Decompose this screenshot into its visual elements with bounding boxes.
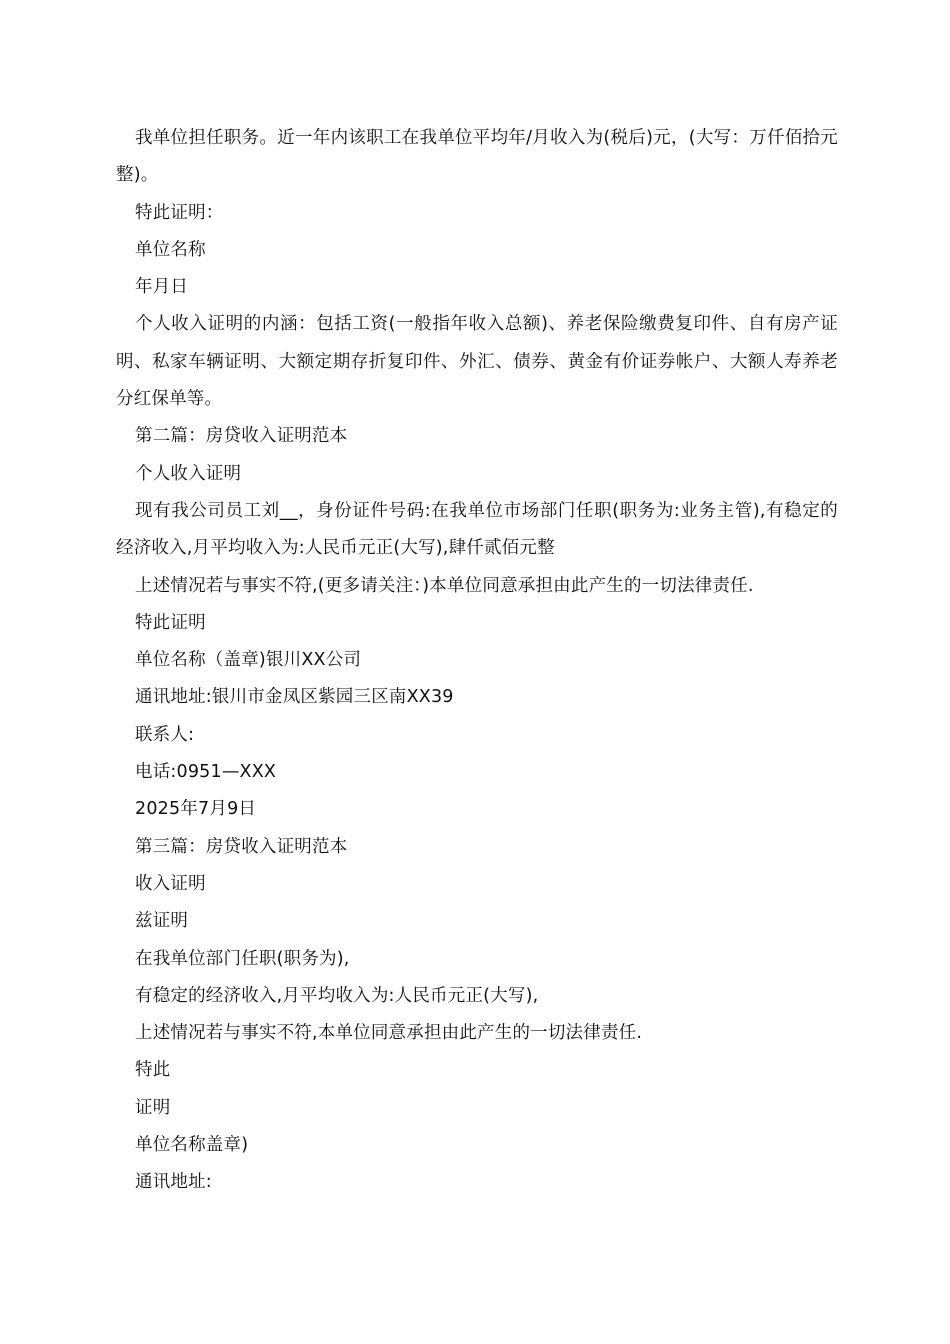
paragraph-liability-statement-2: 上述情况若与事实不符,本单位同意承担由此产生的一切法律责任. — [135, 1023, 643, 1044]
paragraph-contact-person: 联系人: — [135, 724, 195, 745]
paragraph-certify-2: 特此证明 — [135, 612, 206, 633]
paragraph-liability-statement: 上述情况若与事实不符,(更多请关注：)本单位同意承担由此产生的一切法律责任. — [135, 575, 754, 596]
paragraph-mailing-address: 通讯地址:银川市金凤区紫园三区南XX39 — [135, 687, 454, 708]
paragraph-certify: 特此证明： — [135, 202, 224, 223]
paragraph-stable-income: 有稳定的经济收入,月平均收入为:人民币元正(大写), — [135, 985, 539, 1006]
paragraph-date-placeholder: 年月日 — [135, 277, 189, 298]
section-title-personal-income-proof: 个人收入证明 — [135, 463, 242, 484]
paragraph-company-name: 单位名称 — [135, 239, 206, 260]
paragraph-mailing-address-2: 通讯地址: — [135, 1172, 212, 1193]
paragraph-position: 在我单位部门任职(职务为), — [135, 948, 350, 969]
paragraph-hereby-certify: 兹证明 — [135, 911, 189, 932]
section-heading-part-two: 第二篇：房贷收入证明范本 — [135, 426, 348, 447]
paragraph-employee-details: 现有我公司员工刘__，身份证件号码:在我单位市场部门任职(职务为:业务主管),有稳定的经济收入,月平均收入为:人民币元正(大写),肆仟贰佰元整 — [116, 500, 838, 559]
paragraph-certificate: 证明 — [135, 1097, 171, 1118]
paragraph-income-statement: 我单位担任职务。近一年内该职工在我单位平均年/月收入为(税后)元，(大写：万仟佰拾元整)。 — [116, 128, 838, 186]
section-title-income-proof: 收入证明 — [135, 873, 206, 894]
paragraph-date: 2025年7月9日 — [135, 799, 257, 820]
section-heading-part-three: 第三篇：房贷收入证明范本 — [135, 836, 348, 857]
paragraph-special: 特此 — [135, 1060, 171, 1081]
paragraph-company-seal: 单位名称（盖章)银川XX公司 — [135, 650, 362, 671]
paragraph-income-proof-definition: 个人收入证明的内涵：包括工资(一般指年收入总额)、养老保险缴费复印件、自有房产证明、私家车辆证明、大额定期存折复印件、外汇、债券、黄金有价证券帐户、大额人寿养老分红保单等。 — [116, 314, 838, 410]
document-body — [116, 120, 838, 1202]
paragraph-company-seal-2: 单位名称盖章) — [135, 1135, 249, 1156]
paragraph-phone: 电话:0951—XXX — [135, 762, 277, 783]
